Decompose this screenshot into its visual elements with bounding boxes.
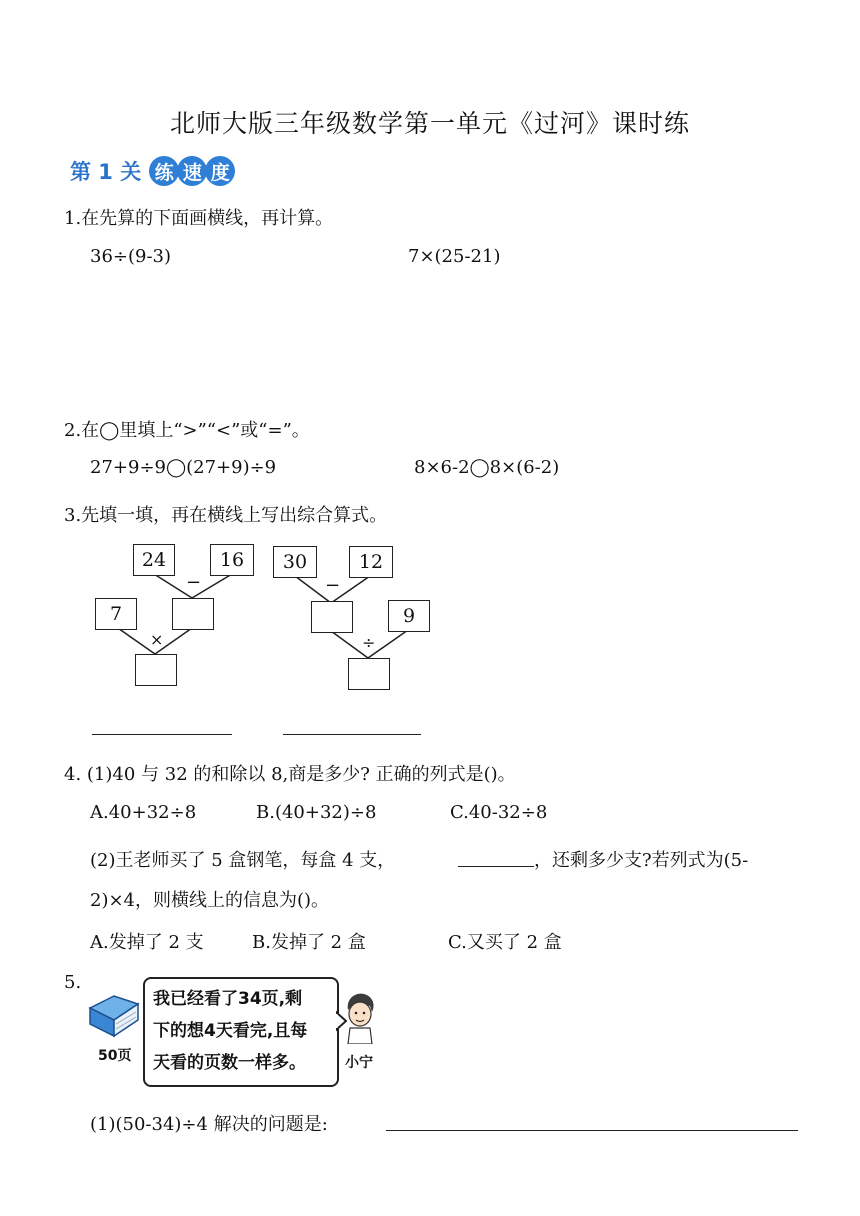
q3-right-answer-line[interactable] xyxy=(283,734,421,735)
speech-bubble xyxy=(143,977,339,1087)
speech-line: 下的想4天看完,且每 xyxy=(153,1021,308,1041)
q4-part2-option-a[interactable]: A.发掉了 2 支 xyxy=(90,932,204,953)
q2-expression-a: 27+9÷9◯(27+9)÷9 xyxy=(90,457,277,478)
boy-icon xyxy=(342,992,378,1044)
q3-left-answer-box-1[interactable] xyxy=(172,598,214,630)
q4-part2-text-line2: 2)×4，则横线上的信息为()。 xyxy=(90,890,330,911)
q5-sub1-answer-line[interactable] xyxy=(386,1130,798,1131)
q3-left-answer-box-2[interactable] xyxy=(135,654,177,686)
q1-expression-a: 36÷(9-3) xyxy=(90,246,172,267)
q1-expression-b: 7×(25-21) xyxy=(408,246,501,267)
speech-line: 我已经看了34页,剩 xyxy=(153,989,303,1009)
q5-sub1-text: (1)(50-34)÷4 解决的问题是: xyxy=(90,1114,328,1135)
q3-right-answer-box-1[interactable] xyxy=(311,601,353,633)
q4-part2-blank[interactable] xyxy=(458,866,534,867)
person-label: 小宁 xyxy=(345,1055,373,1071)
level-badge-char: 速 xyxy=(177,156,207,186)
q4-part2-option-b[interactable]: B.发掉了 2 盒 xyxy=(252,932,366,953)
level-badge-char: 度 xyxy=(205,156,235,186)
q3-left-top-left-box: 24 xyxy=(133,544,175,576)
q4-part1-option-a[interactable]: A.40+32÷8 xyxy=(90,802,197,823)
page-title: 北师大版三年级数学第一单元《过河》课时练 xyxy=(169,109,690,138)
speech-line: 天看的页数一样多。 xyxy=(153,1053,306,1073)
q3-left-side-box: 7 xyxy=(95,598,137,630)
q3-left-answer-line[interactable] xyxy=(92,734,232,735)
q5-number: 5. xyxy=(64,972,82,993)
q3-right-answer-box-2[interactable] xyxy=(348,658,390,690)
q4-part1-option-c[interactable]: C.40-32÷8 xyxy=(450,802,548,823)
q3-left-op2: × xyxy=(150,630,164,649)
q4-part1-text: 4. (1)40 与 32 的和除以 8,商是多少? 正确的列式是()。 xyxy=(64,764,516,785)
q3-left-top-right-box: 16 xyxy=(210,544,254,576)
q4-part2-option-c[interactable]: C.又买了 2 盒 xyxy=(448,932,562,953)
q4-part2-text-a: (2)王老师买了 5 盒钢笔，每盒 4 支， xyxy=(90,850,396,871)
q2-text: 2.在◯里填上“>”“<”或“=”。 xyxy=(64,420,310,441)
q3-right-top-right-box: 12 xyxy=(349,546,393,578)
q2-expression-b: 8×6-2◯8×(6-2) xyxy=(414,457,560,478)
book-label: 50页 xyxy=(98,1048,132,1064)
q3-right-side-box: 9 xyxy=(388,600,430,632)
q3-left-op1: − xyxy=(186,572,202,593)
q3-right-op1: − xyxy=(325,575,341,596)
q3-right-top-left-box: 30 xyxy=(273,546,317,578)
q4-part1-option-b[interactable]: B.(40+32)÷8 xyxy=(256,802,377,823)
book-icon xyxy=(86,994,142,1042)
q4-part2-text-b: ，还剩多少支?若列式为(5- xyxy=(534,850,749,871)
q3-right-op2: ÷ xyxy=(362,633,376,652)
q3-text: 3.先填一填，再在横线上写出综合算式。 xyxy=(64,505,388,526)
q1-text: 1.在先算的下面画横线，再计算。 xyxy=(64,208,334,229)
level-label: 第 1 关 xyxy=(70,160,142,184)
level-badge-char: 练 xyxy=(149,156,179,186)
